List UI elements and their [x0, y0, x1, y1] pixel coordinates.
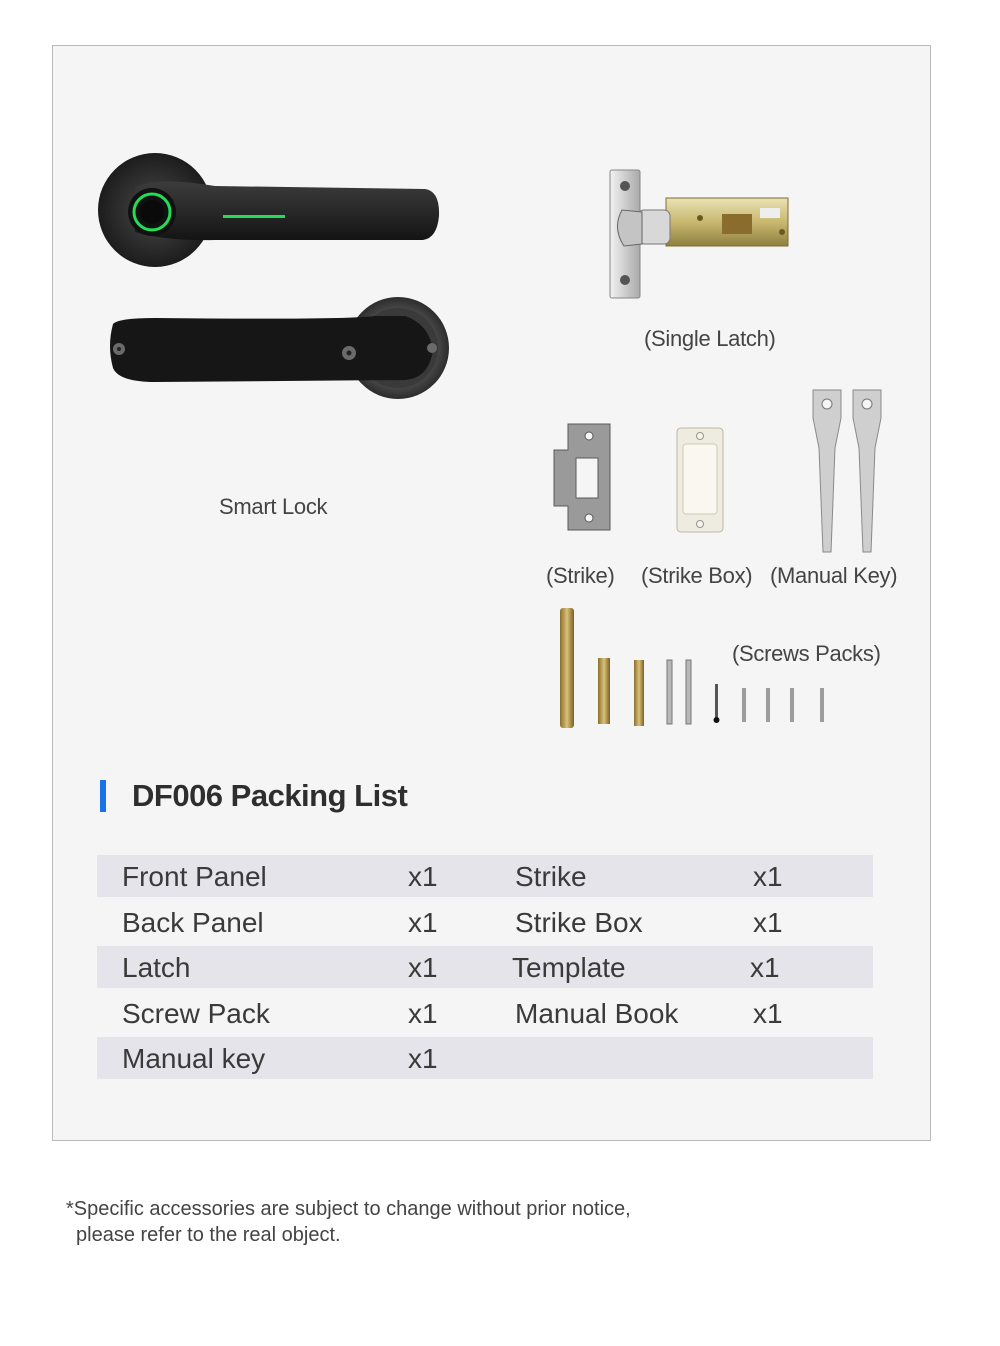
- product-panel: [52, 45, 931, 1141]
- disclaimer-note: [66, 1196, 631, 1248]
- item-name: Manual key: [122, 1043, 266, 1074]
- item-name: Front Panel: [122, 861, 267, 892]
- screws-pack-caption: (Screws Packs): [732, 641, 881, 666]
- strike-box-image: [675, 426, 725, 534]
- strike-image: [550, 422, 614, 534]
- item-quantity: x1: [753, 997, 783, 1029]
- packing-list-table: [97, 855, 873, 1083]
- packing-list-title: DF006 Packing List: [132, 778, 408, 813]
- item-quantity: x1: [750, 952, 780, 983]
- manual-key-caption: (Manual Key): [770, 563, 898, 588]
- smart-lock-image: [95, 146, 455, 416]
- item-quantity: x1: [408, 906, 438, 938]
- screws-pack-image: [552, 606, 842, 736]
- item-quantity: x1: [408, 952, 438, 983]
- table-row: [97, 901, 873, 943]
- smart-lock-caption: Smart Lock: [219, 494, 328, 519]
- item-name: Manual Book: [515, 997, 679, 1029]
- item-quantity: x1: [753, 906, 783, 938]
- heading-accent-bar: [100, 780, 106, 812]
- packing-list-heading: [100, 776, 407, 816]
- item-name: Strike Box: [515, 906, 643, 938]
- item-name: Template: [512, 952, 626, 983]
- item-quantity: x1: [753, 861, 783, 892]
- table-row: [97, 855, 873, 897]
- item-quantity: x1: [408, 997, 438, 1029]
- table-row: [97, 992, 873, 1034]
- manual-key-image: [809, 388, 889, 556]
- strike-box-caption: (Strike Box): [641, 563, 753, 588]
- strike-caption: (Strike): [546, 563, 615, 588]
- table-row: [97, 1037, 873, 1079]
- item-name: Strike: [515, 861, 587, 892]
- item-name: Latch: [122, 952, 191, 983]
- item-quantity: x1: [408, 1043, 438, 1074]
- disclaimer-line: please refer to the real object.: [76, 1224, 341, 1246]
- item-quantity: x1: [408, 861, 438, 892]
- item-name: Screw Pack: [122, 997, 270, 1029]
- disclaimer-line: *Specific accessories are subject to change without prior notice,: [66, 1198, 631, 1220]
- item-name: Back Panel: [122, 906, 264, 938]
- single-latch-image: [602, 168, 797, 300]
- single-latch-caption: (Single Latch): [644, 326, 776, 351]
- table-row: [97, 946, 873, 988]
